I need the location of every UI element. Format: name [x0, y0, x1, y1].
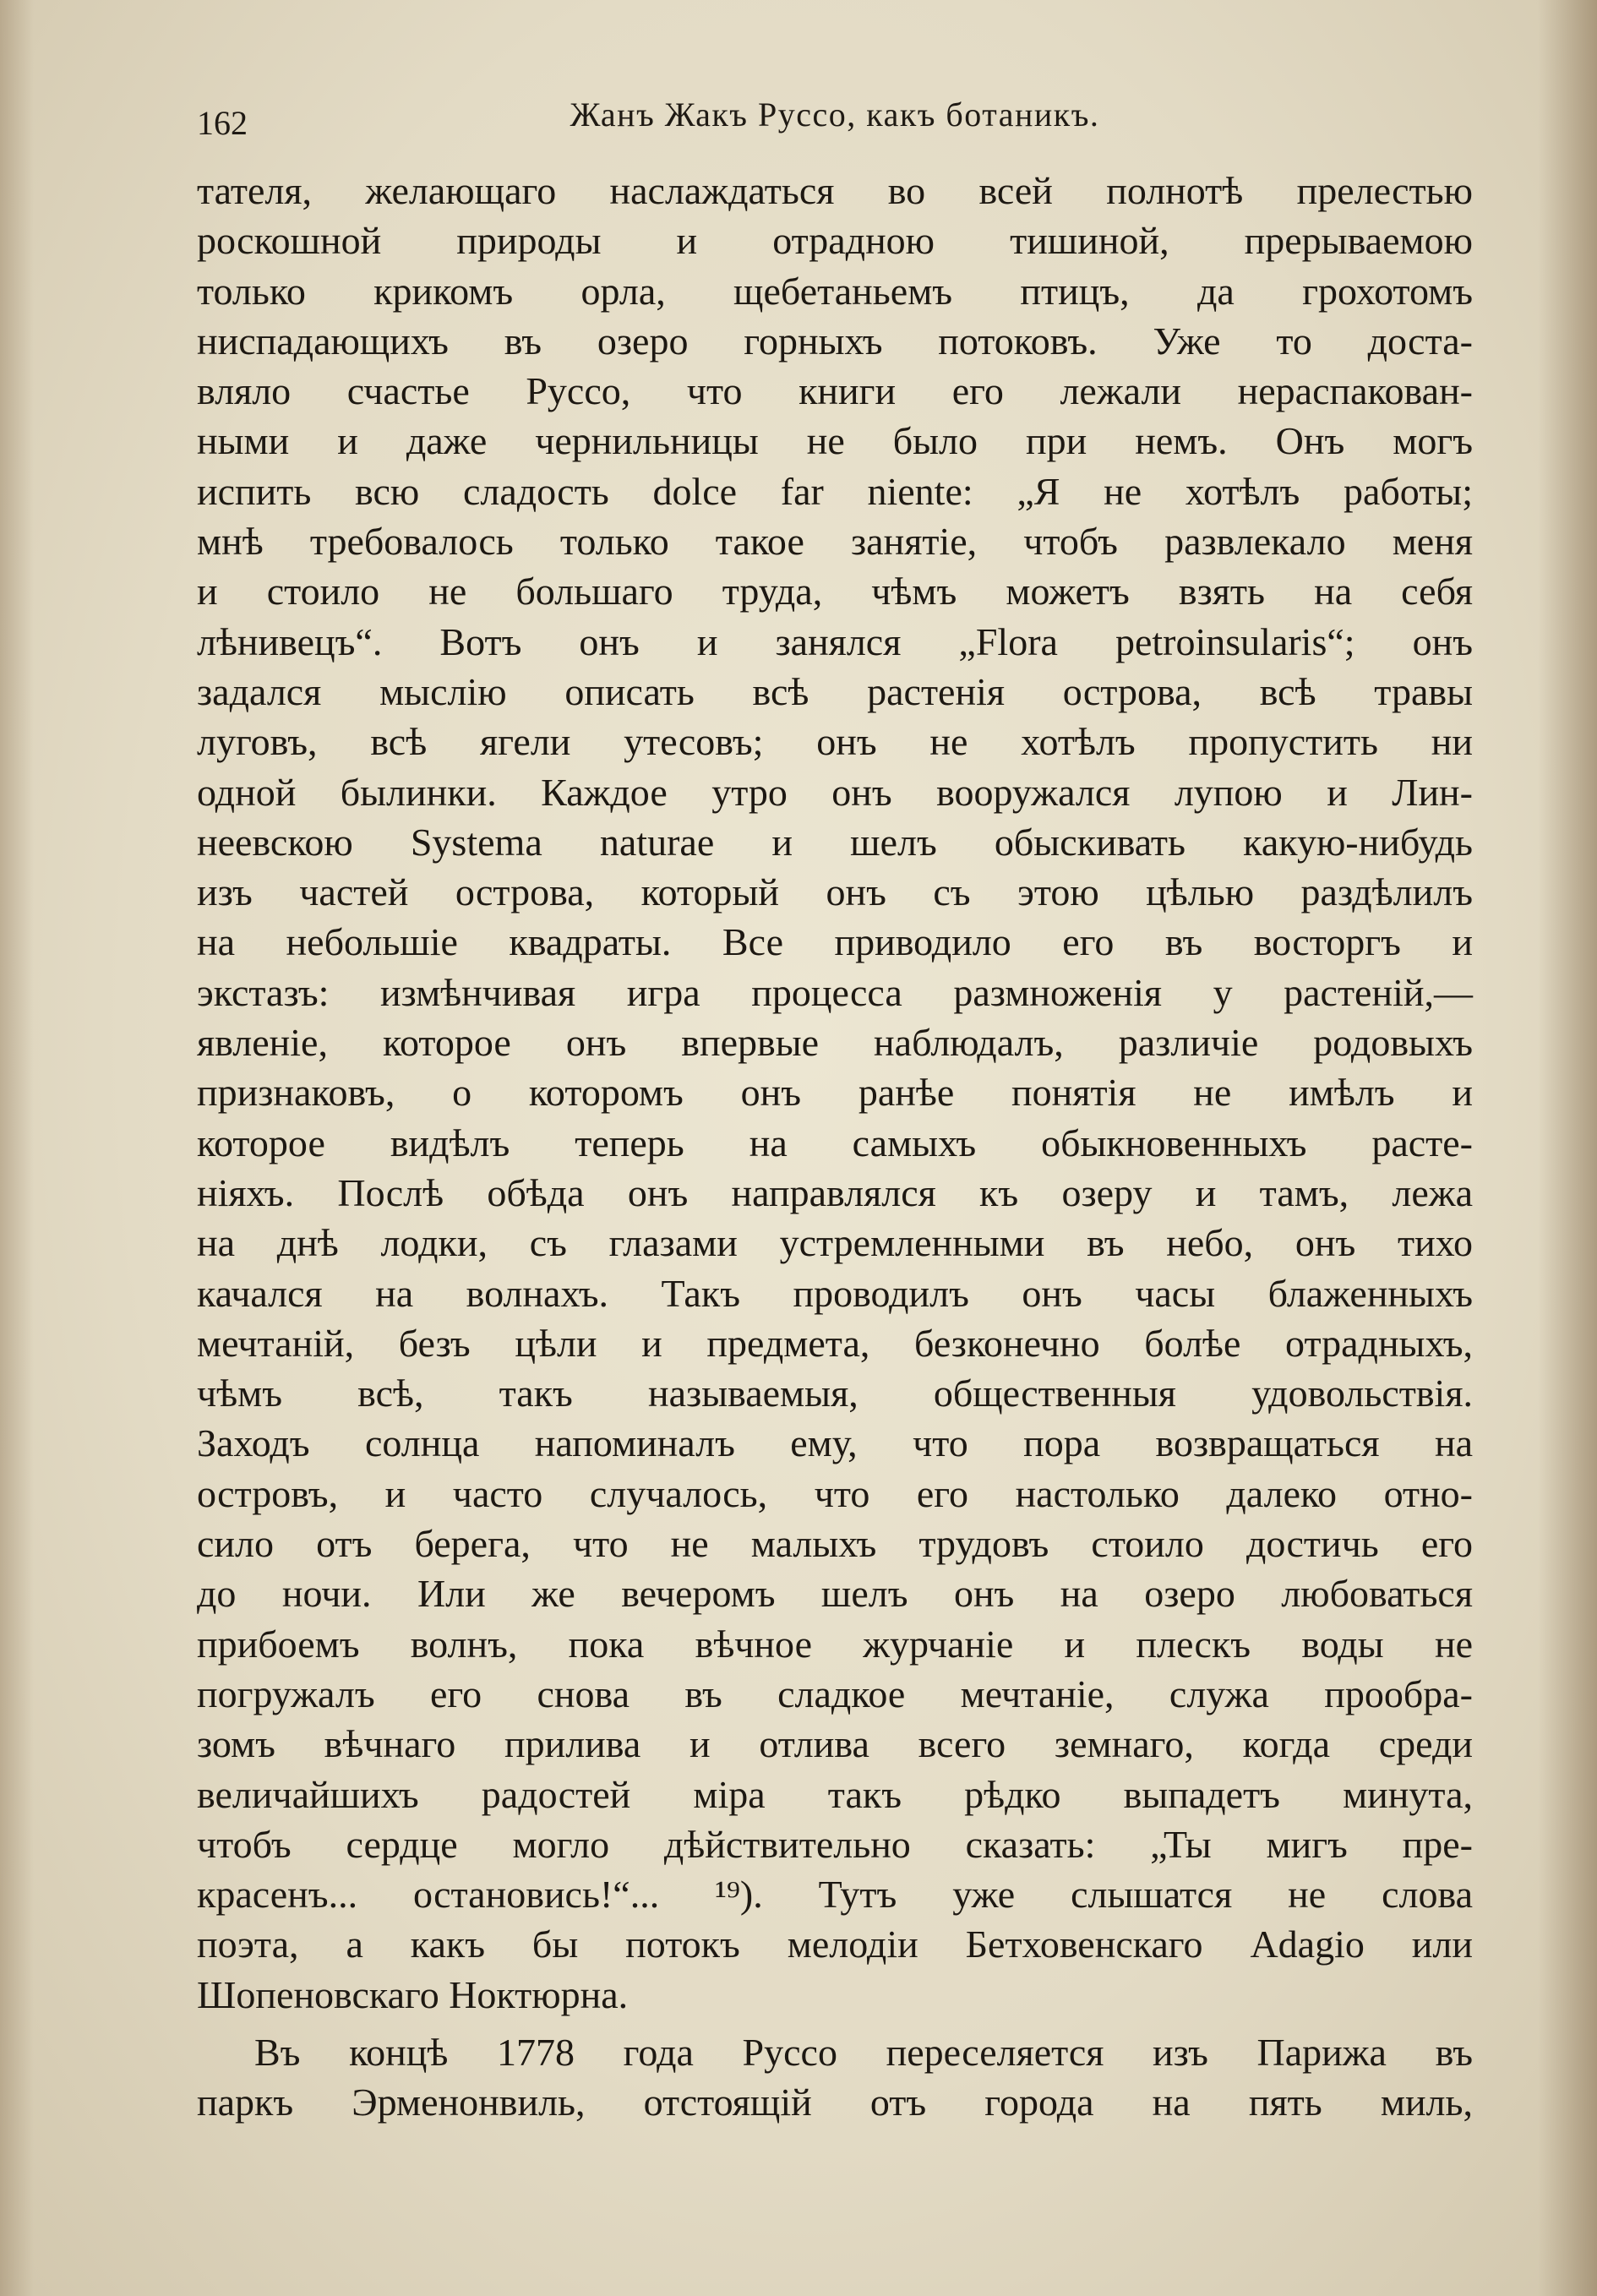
- text-line: ниспадающихъ въ озеро горныхъ потоковъ. Уже то доста-: [197, 319, 1473, 363]
- running-title: Жанъ Жакъ Руссо, какъ ботаникъ.: [570, 95, 1100, 134]
- text-line: прибоемъ волнъ, пока вѣчное журчаніе и плескъ воды не: [197, 1622, 1473, 1666]
- page-shadow-right: [1538, 0, 1597, 2296]
- text-line: лѣнивецъ“. Вотъ онъ и занялся „Flora petroinsularis“; онъ: [197, 619, 1473, 663]
- text-line: ными и даже чернильницы не было при немъ. Онъ могъ: [197, 419, 1473, 463]
- text-line: на небольшіе квадраты. Все приводило его въ восторгъ и: [197, 920, 1473, 964]
- text-line: одной былинки. Каждое утро онъ вооружался лупою и Лин-: [197, 770, 1473, 814]
- text-line: чтобъ сердце могло дѣйствительно сказать: „Ты мигъ пре-: [197, 1822, 1473, 1866]
- text-line: тателя, желающаго наслаждаться во всей полнотѣ прелестью: [197, 169, 1473, 212]
- text-line: неевскою Systema naturae и шелъ обыскивать какую-нибудь: [197, 820, 1473, 864]
- paragraph: [197, 2027, 1473, 2128]
- text-line: экстазъ: измѣнчивая игра процесса размноженія у растеній,—: [197, 970, 1473, 1014]
- page-header: [197, 95, 1473, 145]
- text-line: испить всю сладость dolce far niente: „Я не хотѣлъ работы;: [197, 469, 1473, 513]
- page-number: 162: [197, 104, 248, 142]
- text-line: сило отъ берега, что не малыхъ трудовъ стоило достичь его: [197, 1522, 1473, 1566]
- paragraph-gap: [197, 2020, 1473, 2027]
- text-line: островъ, и часто случалось, что его настолько далеко отно-: [197, 1471, 1473, 1515]
- text-body: [197, 166, 1473, 2128]
- text-line: которое видѣлъ теперь на самыхъ обыкновенныхъ расте-: [197, 1121, 1473, 1164]
- text-line: Въ концѣ 1778 года Руссо переселяется изъ Парижа въ: [254, 2030, 1473, 2074]
- text-line: ніяхъ. Послѣ обѣда онъ направлялся къ озеру и тамъ, лежа: [197, 1170, 1473, 1214]
- text-line: и стоило не большаго труда, чѣмъ можетъ взять на себя: [197, 570, 1473, 614]
- text-line: до ночи. Или же вечеромъ шелъ онъ на озеро любоваться: [197, 1572, 1473, 1616]
- text-line: луговъ, всѣ ягели утесовъ; онъ не хотѣлъ пропустить ни: [197, 720, 1473, 764]
- text-line: зомъ вѣчнаго прилива и отлива всего земнаго, когда среди: [197, 1722, 1473, 1766]
- text-line: погружалъ его снова въ сладкое мечтаніе, служа прообра-: [197, 1672, 1473, 1715]
- text-line: чѣмъ всѣ, такъ называемыя, общественныя удовольствія.: [197, 1372, 1473, 1415]
- text-line: Заходъ солнца напоминалъ ему, что пора возвращаться на: [197, 1421, 1473, 1465]
- text-line: мнѣ требовалось только такое занятіе, чтобъ развлекало меня: [197, 520, 1473, 564]
- text-line: величайшихъ радостей міра такъ рѣдко выпадетъ минута,: [197, 1772, 1473, 1816]
- text-line: задался мыслію описать всѣ растенія острова, всѣ травы: [197, 669, 1473, 713]
- text-line: явленіе, которое онъ впервые наблюдалъ, различіе родовыхъ: [197, 1021, 1473, 1065]
- text-line: вляло счастье Руссо, что книги его лежали нераспакован-: [197, 369, 1473, 413]
- text-line: поэта, а какъ бы потокъ мелодіи Бетховенскаго Adagio или: [197, 1922, 1473, 1966]
- paragraph: [197, 166, 1473, 2020]
- page-shadow-left: [0, 0, 34, 2296]
- text-line: мечтаній, безъ цѣли и предмета, безконечно болѣе отрадныхъ,: [197, 1321, 1473, 1365]
- text-line: Шопеновскаго Ноктюрна.: [197, 1972, 629, 2016]
- text-line: качался на волнахъ. Такъ проводилъ онъ часы блаженныхъ: [197, 1271, 1473, 1315]
- text-line: на днѣ лодки, съ глазами устремленными въ небо, онъ тихо: [197, 1221, 1473, 1265]
- text-line: признаковъ, о которомъ онъ ранѣе понятія не имѣлъ и: [197, 1071, 1473, 1115]
- text-line: изъ частей острова, который онъ съ этою цѣлью раздѣлилъ: [197, 870, 1473, 914]
- text-line: роскошной природы и отрадною тишиной, прерываемою: [197, 219, 1473, 263]
- text-line: только крикомъ орла, щебетаньемъ птицъ, да грохотомъ: [197, 269, 1473, 313]
- text-line: красенъ... остановись!“... ¹⁹). Тутъ уже слышатся не слова: [197, 1873, 1473, 1917]
- text-line: паркъ Эрменонвиль, отстоящій отъ города на пять миль,: [197, 2081, 1473, 2124]
